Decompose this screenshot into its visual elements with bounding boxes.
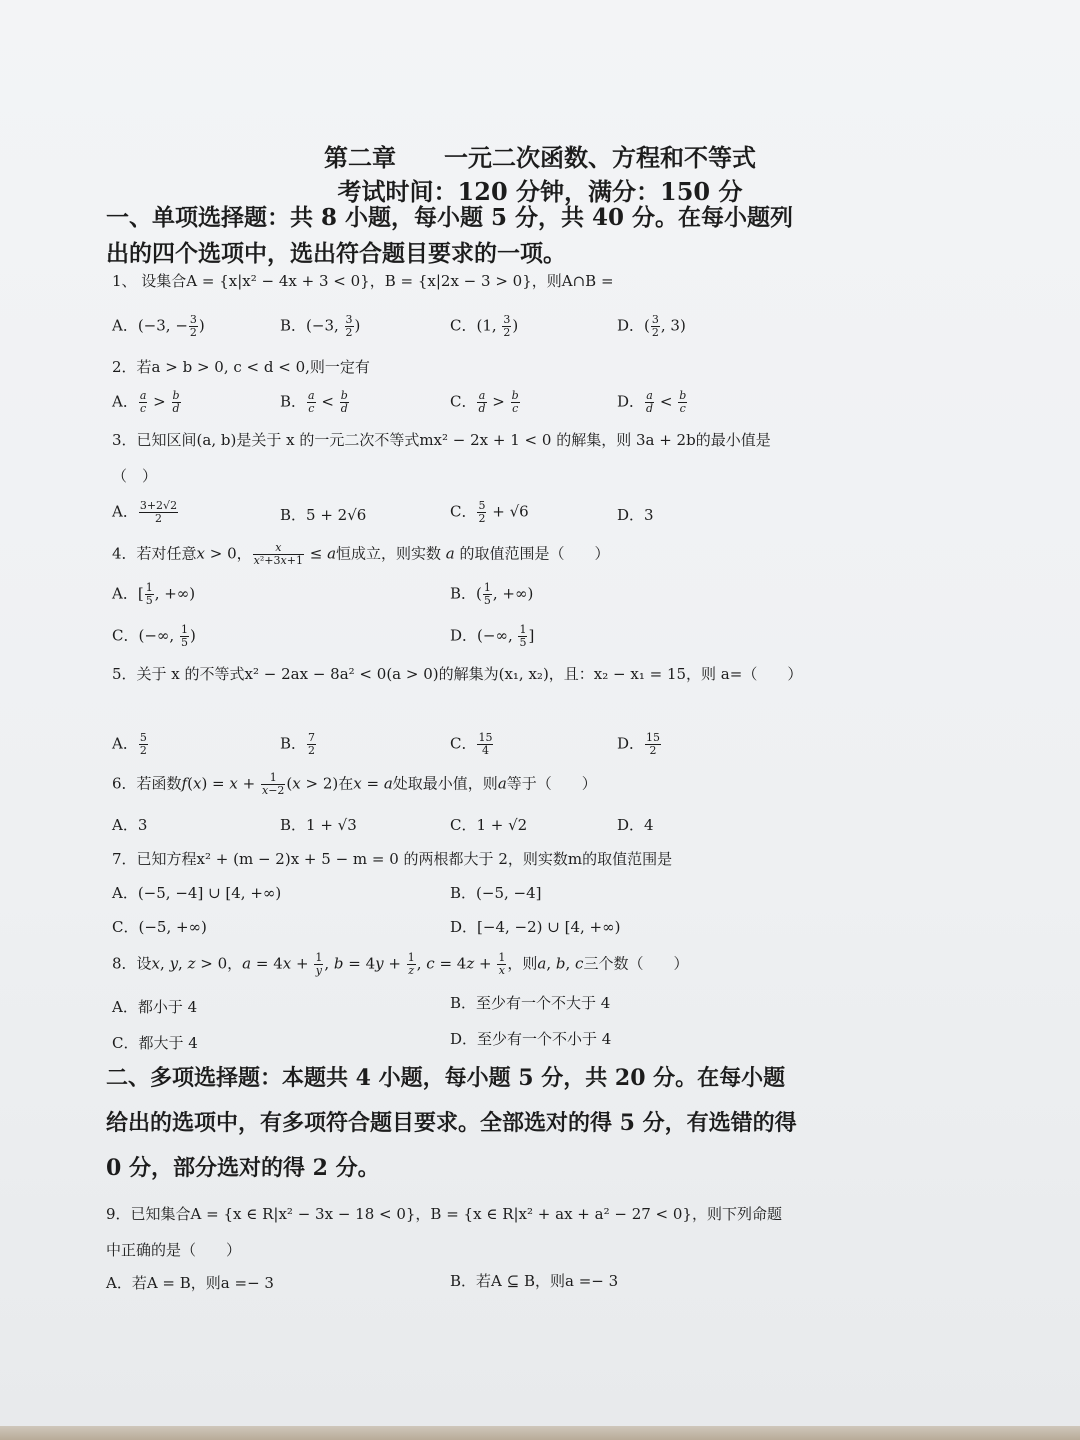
q9-option-a: A．若A = B，则a =− 3 [106,1274,274,1292]
q4-option-a: A．[ $\frac{1}{5}$ , +∞) [112,581,196,607]
q2-option-c: C． $\frac{a}{d}$ > $\frac{b}{c}$ [450,389,519,415]
section-2-heading: 二、多项选择题：本题共 4 小题，每小题 5 分，共 20 分。在每小题给出的选项中，有多项符合题目要求。全部选对的得 5 分，有选错的得 0 分，部分选对的得 2 分。 [106,1065,797,1181]
question-9-stem: 9．已知集合A = {x ∈ R|x² − 3x − 18 < 0}，B = {x ∈ R|x² + ax + a² − 27 < 0}，则下列命题中正确的是（ ） [106,1205,782,1259]
q1-option-b: B．(−3, $\frac{3}{2}$ ) [280,313,361,339]
q3-option-a: A． $\frac{3+2√2}{2}$ [112,499,178,525]
q1-option-c: C．(1, $\frac{3}{2}$ ) [450,313,519,339]
question-8-stem: 8．设x, y, z > 0，a = 4x + $\frac{1}{y}$ , b = 4y + $\frac{1}{z}$ , c = 4z + $\frac{1}{x}$ ，则a, b, c三个数（ ） [112,951,689,977]
q8-option-d: D．至少有一个不小于 4 [450,1030,612,1048]
q6-option-a: A．3 [112,816,148,834]
exam-info: 考试时间：120 分钟，满分：150 分 [337,177,743,206]
q7-option-c: C．(−5, +∞) [112,918,207,936]
q4-option-c: C．(−∞, $\frac{1}{5}$ ) [112,623,196,649]
q2-option-a: A． $\frac{a}{c}$ > $\frac{b}{d}$ [112,389,180,415]
q5-option-d: D． $\frac{15}{2}$ [617,731,661,757]
q3-option-c: C． $\frac{5}{2}$ + √6 [450,499,529,525]
q2-option-b: B． $\frac{a}{c}$ < $\frac{b}{d}$ [280,389,348,415]
q6-option-b: B．1 + √3 [280,816,357,834]
q4-option-b: B．( $\frac{1}{5}$ , +∞) [450,581,534,607]
question-5-stem: 5．关于 x 的不等式x² − 2ax − 8a² < 0(a > 0)的解集为(x₁, x₂)，且：x₂ − x₁ = 15，则 a=（ ） [112,665,803,683]
q7-option-b: B．(−5, −4] [450,884,542,902]
q3-option-b: B．5 + 2√6 [280,506,367,524]
table-edge [0,1426,1080,1440]
q8-option-a: A．都小于 4 [112,998,198,1016]
question-6-stem: 6．若函数f(x) = x + $\frac{1}{x-2}$ (x > 2)在x = a处取最小值，则a等于（ ） [112,771,597,797]
q6-option-c: C．1 + √2 [450,816,528,834]
q8-option-c: C．都大于 4 [112,1034,198,1052]
question-3-stem: 3．已知区间(a, b)是关于 x 的一元二次不等式mx² − 2x + 1 < 0 的解集，则 3a + 2b的最小值是（ ） [112,431,771,485]
question-1-stem: 1、 设集合A = {x|x² − 4x + 3 < 0}，B = {x|2x − 3 > 0}，则A∩B = [112,272,614,290]
q1-option-d: D．( $\frac{3}{2}$ , 3) [617,313,686,339]
chapter-title: 第二章 一元二次函数、方程和不等式 [324,143,756,172]
q5-option-c: C． $\frac{15}{4}$ [450,731,493,757]
q9-option-b: B．若A ⊆ B，则a =− 3 [450,1272,619,1290]
q2-option-d: D． $\frac{a}{d}$ < $\frac{b}{c}$ [617,389,687,415]
q8-option-b: B．至少有一个不大于 4 [450,994,611,1012]
q1-option-a: A．(−3, − $\frac{3}{2}$ ) [112,313,205,339]
q7-option-a: A．(−5, −4] ∪ [4, +∞) [112,884,282,902]
q7-option-d: D．[−4, −2) ∪ [4, +∞) [450,918,621,936]
q4-option-d: D．(−∞, $\frac{1}{5}$ ] [450,623,535,649]
q5-option-b: B． $\frac{7}{2}$ [280,731,316,757]
question-4-stem: 4．若对任意x > 0， $\frac{x}{\text{x²+3x+1}}$ ≤ a恒成立，则实数 a 的取值范围是（ ） [112,541,610,567]
q3-option-d: D．3 [617,506,654,524]
question-2-stem: 2．若a > b > 0, c < d < 0,则一定有 [112,358,370,376]
section-1-heading: 一、单项选择题：共 8 小题，每小题 5 分，共 40 分。在每小题列出的四个选项中，选出符合题目要求的一项。 [106,204,794,267]
question-7-stem: 7．已知方程x² + (m − 2)x + 5 − m = 0 的两根都大于 2，则实数m的取值范围是 [112,850,673,868]
q5-option-a: A． $\frac{5}{2}$ [112,731,147,757]
q6-option-d: D．4 [617,816,654,834]
